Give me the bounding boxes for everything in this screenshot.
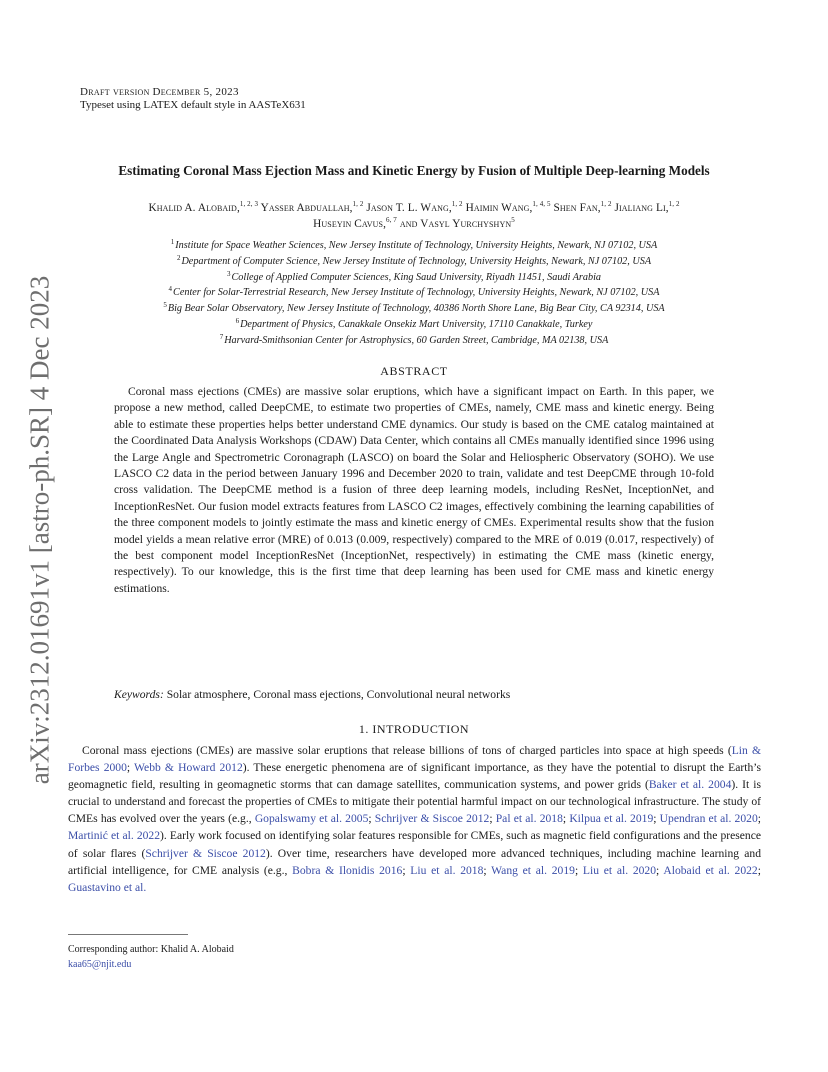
citation-link[interactable]: Upendran et al. 2020 bbox=[659, 812, 758, 826]
citation-link[interactable]: Lin & Forbes 2000 bbox=[68, 744, 761, 775]
author-list bbox=[60, 200, 768, 232]
citation-link[interactable]: Schrijver & Siscoe 2012 bbox=[145, 846, 266, 860]
abstract-text: Coronal mass ejections (CMEs) are massive solar eruptions, which have a significant impact on Earth. In this paper, we propose a new method, called DeepCME, to estimate two properties of CMEs, namely, CME mass and kinetic energy. Being able to estimate these properties helps better understand CME dynamics. Our study is based on the CME catalog maintained at the Coordinated Data Analysis Workshops (CDAW) Data Center, which contains all CMEs manually identified since 1996 using the Large Angle and Spectrometric Coronagraph (LASCO) on board the Solar and Heliospheric Observatory (SOHO). We use LASCO C2 data in the period between January 1996 and December 2020 to train, validate and test DeepCME through 10-fold cross validation. The DeepCME method is a fusion of three deep learning models, including ResNet, InceptionNet, and InceptionResNet. Our fusion model extracts features from LASCO C2 images, effectively combining the learning capabilities of the three component models to jointly estimate the mass and kinetic energy of CMEs. Experimental results show that the fusion model yields a mean relative error (MRE) of 0.013 (0.009, respectively) compared to the MRE of 0.019 (0.017, respectively) of the best component model InceptionResNet (InceptionNet, respectively) in estimating the CME mass (kinetic energy, respectively). To our knowledge, this is the first time that deep learning has been used for CME mass and kinetic energy estimations. bbox=[114, 385, 714, 595]
citation-link[interactable]: Kilpua et al. 2019 bbox=[569, 812, 654, 826]
keywords-text: Solar atmosphere, Coronal mass ejections, Convolutional neural networks bbox=[166, 688, 511, 701]
author: Huseyin Cavus,$^{6, 7}$ bbox=[313, 216, 397, 230]
author: Jialiang Li,$^{1, 2}$ bbox=[614, 200, 680, 214]
affiliation: $^5$Big Bear Solar Observatory, New Jersey Institute of Technology, 40386 North Shore Lane, Big Bear City, CA 92314, USA bbox=[163, 301, 665, 315]
citation-link[interactable]: Gopalswamy et al. 2005 bbox=[254, 812, 369, 826]
introduction-paragraph: Coronal mass ejections (CMEs) are massive solar eruptions that release billions of tons of charged particles into space at high speeds (Lin & Forbes 2000; Webb & Howard 2012). These energetic phenomena are of significant importance, as they have the potential to disrupt the Earth’s geomagnetic field, resulting in geomagnetic storms that can damage satellites, communication systems, and power grids (Baker et al. 2004). It is crucial to understand and forecast the properties of CMEs to mitigate their potential harmful impact on our technological infrastructure. The study of CMEs has evolved over the years (e.g., Gopalswamy et al. 2005; Schrijver & Siscoe 2012; Pal et al. 2018; Kilpua et al. 2019; Upendran et al. 2020; Martinić et al. 2022). Early work focused on identifying solar features responsible for CMEs, such as magnetic field configurations and the presence of solar flares (Schrijver & Siscoe 2012). Over time, researchers have developed more advanced techniques, including machine learning and artificial intelligence, for CME analysis (e.g., Bobra & Ilonidis 2016; Liu et al. 2018; Wang et al. 2019; Liu et al. 2020; Alobaid et al. 2022; Guastavino et al. bbox=[68, 744, 762, 894]
author: Shen Fan,$^{1, 2}$ bbox=[553, 200, 612, 214]
draft-label: Draft version bbox=[80, 86, 150, 98]
affiliation: $^2$Department of Computer Science, New Jersey Institute of Technology, University Heights, Newark, NJ 07102, USA bbox=[176, 253, 652, 267]
citation-link[interactable]: Bobra & Ilonidis 2016 bbox=[292, 863, 403, 877]
citation-link[interactable]: Pal et al. 2018 bbox=[495, 812, 563, 826]
author: Jason T. L. Wang,$^{1, 2}$ bbox=[366, 200, 463, 214]
affiliation: $^1$Institute for Space Weather Sciences, New Jersey Institute of Technology, University Heights, Newark, NJ 07102, USA bbox=[170, 238, 658, 251]
affiliation-list bbox=[60, 238, 768, 349]
footnote bbox=[68, 942, 234, 972]
citation-link[interactable]: Baker et al. 2004 bbox=[648, 778, 732, 792]
author-email-link[interactable]: kaa65@njit.edu bbox=[68, 959, 132, 970]
draft-date: December 5, 2023 bbox=[152, 86, 239, 98]
affiliation: $^7$Harvard-Smithsonian Center for Astrophysics, 60 Garden Street, Cambridge, MA 02138, USA bbox=[219, 332, 609, 346]
citation-link[interactable]: Alobaid et al. 2022 bbox=[663, 863, 758, 877]
citation-link[interactable]: Liu et al. 2018 bbox=[410, 863, 484, 877]
citation-link[interactable]: Wang et al. 2019 bbox=[491, 863, 575, 877]
citation-link[interactable]: Guastavino et al. bbox=[68, 880, 147, 894]
abstract-heading: ABSTRACT bbox=[380, 364, 448, 378]
citation-link[interactable]: Webb & Howard 2012 bbox=[134, 761, 243, 775]
typeset-note: Typeset using LATEX default style in AASTeX631 bbox=[80, 99, 306, 111]
arxiv-identifier: arXiv:2312.01691v1 [astro-ph.SR] 4 Dec 2023 bbox=[24, 275, 55, 785]
affiliation: $^6$Department of Physics, Canakkale Onsekiz Mart University, 17110 Canakkale, Turkey bbox=[235, 316, 593, 330]
paper-title: Estimating Coronal Mass Ejection Mass and Kinetic Energy by Fusion of Multiple Deep-learning Models bbox=[118, 163, 710, 178]
author: and Vasyl Yurchyshyn$^5$ bbox=[399, 216, 515, 230]
citation-link[interactable]: Martinić et al. 2022 bbox=[68, 829, 161, 843]
keywords-label: Keywords: bbox=[114, 688, 164, 701]
keywords bbox=[114, 688, 714, 701]
citation-link[interactable]: Schrijver & Siscoe 2012 bbox=[374, 812, 490, 826]
corresponding-author: Corresponding author: Khalid A. Alobaid bbox=[68, 944, 234, 955]
footnote-rule bbox=[68, 934, 188, 935]
draft-header bbox=[80, 86, 306, 112]
author: Haimin Wang,$^{1, 4, 5}$ bbox=[465, 200, 551, 214]
section-heading-introduction: 1. INTRODUCTION bbox=[358, 722, 470, 736]
citation-link[interactable]: Liu et al. 2020 bbox=[582, 863, 657, 877]
author: Yasser Abduallah,$^{1, 2}$ bbox=[260, 200, 364, 214]
author: Khalid A. Alobaid,$^{1, 2, 3}$ bbox=[148, 200, 259, 214]
affiliation: $^4$Center for Solar-Terrestrial Research, New Jersey Institute of Technology, University Heights, Newark, NJ 07102, USA bbox=[168, 285, 660, 299]
affiliation: $^3$College of Applied Computer Sciences, King Saud University, Riyadh 11451, Saudi Arabia bbox=[226, 269, 602, 283]
